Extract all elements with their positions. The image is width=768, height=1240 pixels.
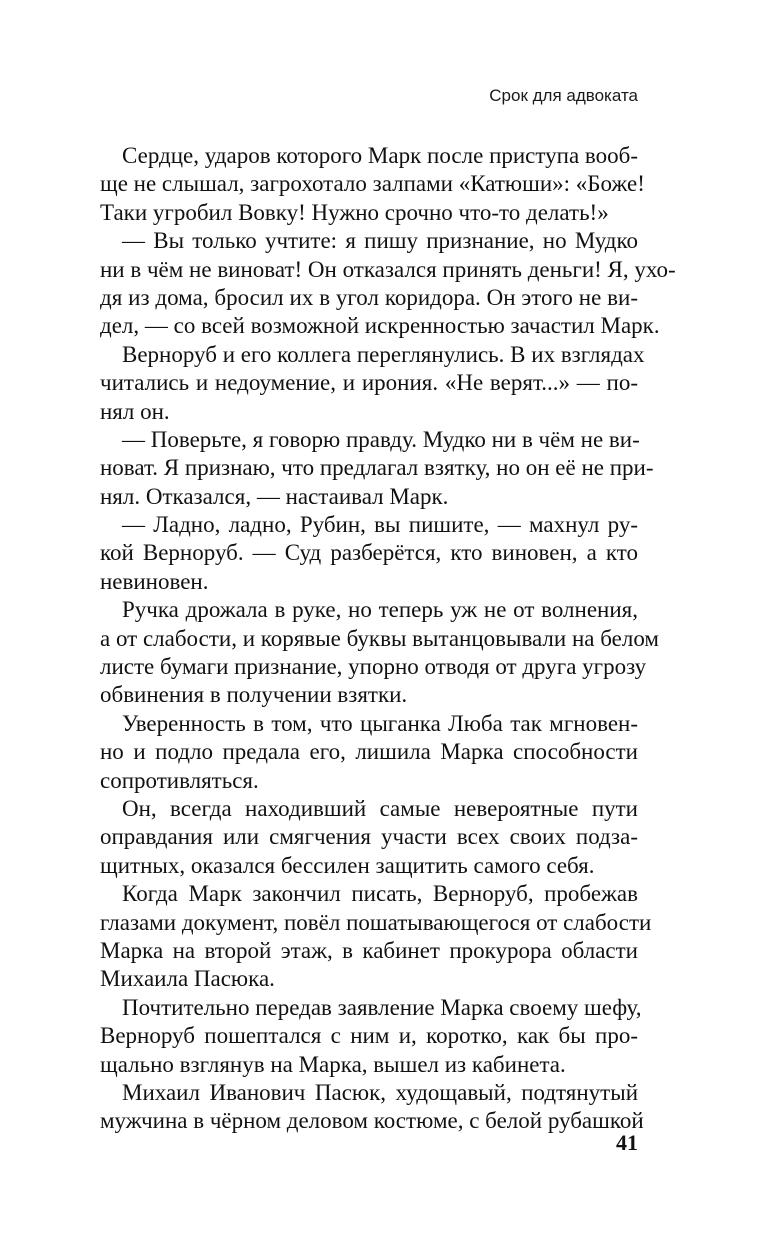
- text-line: щитных, оказался бессилен защитить самого себя.: [100, 852, 595, 878]
- paragraph: [100, 341, 645, 426]
- text-line: Когда Марк закончил писать, Верноруб, пробежав: [122, 881, 638, 907]
- paragraph: [100, 426, 654, 511]
- text-line: Верноруб и его коллега переглянулись. В их взглядах: [122, 341, 645, 367]
- text-line: обвинения в получении взятки.: [100, 682, 408, 708]
- text-line: Михаила Пасюка.: [100, 966, 275, 992]
- text-line: глазами документ, повёл пошатывающегося от слабости: [100, 909, 652, 935]
- text-line: кой Верноруб. — Суд разберётся, кто виновен, а кто: [100, 540, 638, 566]
- text-line: — Поверьте, я говорю правду. Мудко ни в чём не ви-: [122, 426, 640, 452]
- text-line: нял он.: [100, 398, 170, 424]
- text-line: Таки угробил Вовку! Нужно срочно что-то делать!»: [100, 199, 609, 225]
- text-line: нял. Отказался, — настаивал Марк.: [100, 483, 449, 509]
- paragraph: [100, 142, 645, 227]
- text-line: ни в чём не виноват! Он отказался принять деньги! Я, ухо-: [100, 256, 676, 282]
- text-line: Марка на второй этаж, в кабинет прокурора области: [100, 937, 638, 963]
- text-line: читались и недоумение, и ирония. «Не верят...» — по-: [100, 370, 638, 396]
- text-line: оправдания или смягчения участи всех своих подза-: [100, 824, 638, 850]
- page-number: 41: [616, 1130, 638, 1155]
- text-line: невиновен.: [100, 568, 209, 594]
- running-head: Срок для адвоката: [489, 86, 638, 105]
- text-line: мужчина в чёрном деловом костюме, с белой рубашкой: [100, 1108, 644, 1134]
- text-line: щально взглянув на Марка, вышел из кабинета.: [100, 1051, 566, 1077]
- text-line: дя из дома, бросил их в угол коридора. Он этого не ви-: [100, 284, 638, 310]
- text-line: Верноруб пошептался с ним и, коротко, как бы про-: [100, 1023, 638, 1049]
- paragraph: [100, 795, 638, 880]
- paragraph: [100, 994, 642, 1079]
- paragraph: [100, 710, 638, 795]
- text-line: сопротивляться.: [100, 767, 259, 793]
- text-line: дел, — со всей возможной искренностью зачастил Марк.: [100, 313, 660, 339]
- text-line: ще не слышал, загрохотало залпами «Катюши»: «Боже!: [100, 171, 645, 197]
- paragraph: [100, 880, 652, 994]
- text-line: но и подло предала его, лишила Марка способности: [100, 739, 638, 765]
- paragraph: [100, 227, 676, 341]
- text-line: листе бумаги признание, упорно отводя от друга угрозу: [100, 654, 647, 680]
- text-line: Сердце, ударов которого Марк после приступа вооб-: [122, 143, 638, 168]
- text-line: Он, всегда находивший самые невероятные пути: [122, 795, 638, 821]
- body-text: [100, 142, 676, 1136]
- text-line: Уверенность в том, что цыганка Люба так мгновен-: [122, 710, 638, 736]
- paragraph: [100, 511, 638, 596]
- text-line: Михаил Иванович Пасюк, худощавый, подтянутый: [122, 1079, 638, 1105]
- text-line: Почтительно передав заявление Марка своему шефу,: [122, 994, 642, 1020]
- text-line: — Вы только учтите: я пишу признание, но Мудко: [122, 228, 638, 254]
- paragraph: [100, 596, 659, 710]
- text-line: а от слабости, и корявые буквы вытанцовывали на белом: [100, 625, 659, 651]
- text-line: — Ладно, ладно, Рубин, вы пишите, — махнул ру-: [122, 512, 638, 538]
- paragraph: [100, 1079, 644, 1136]
- text-line: новат. Я признаю, что предлагал взятку, но он её не при-: [100, 455, 654, 481]
- text-line: Ручка дрожала в руке, но теперь уж не от волнения,: [122, 597, 638, 623]
